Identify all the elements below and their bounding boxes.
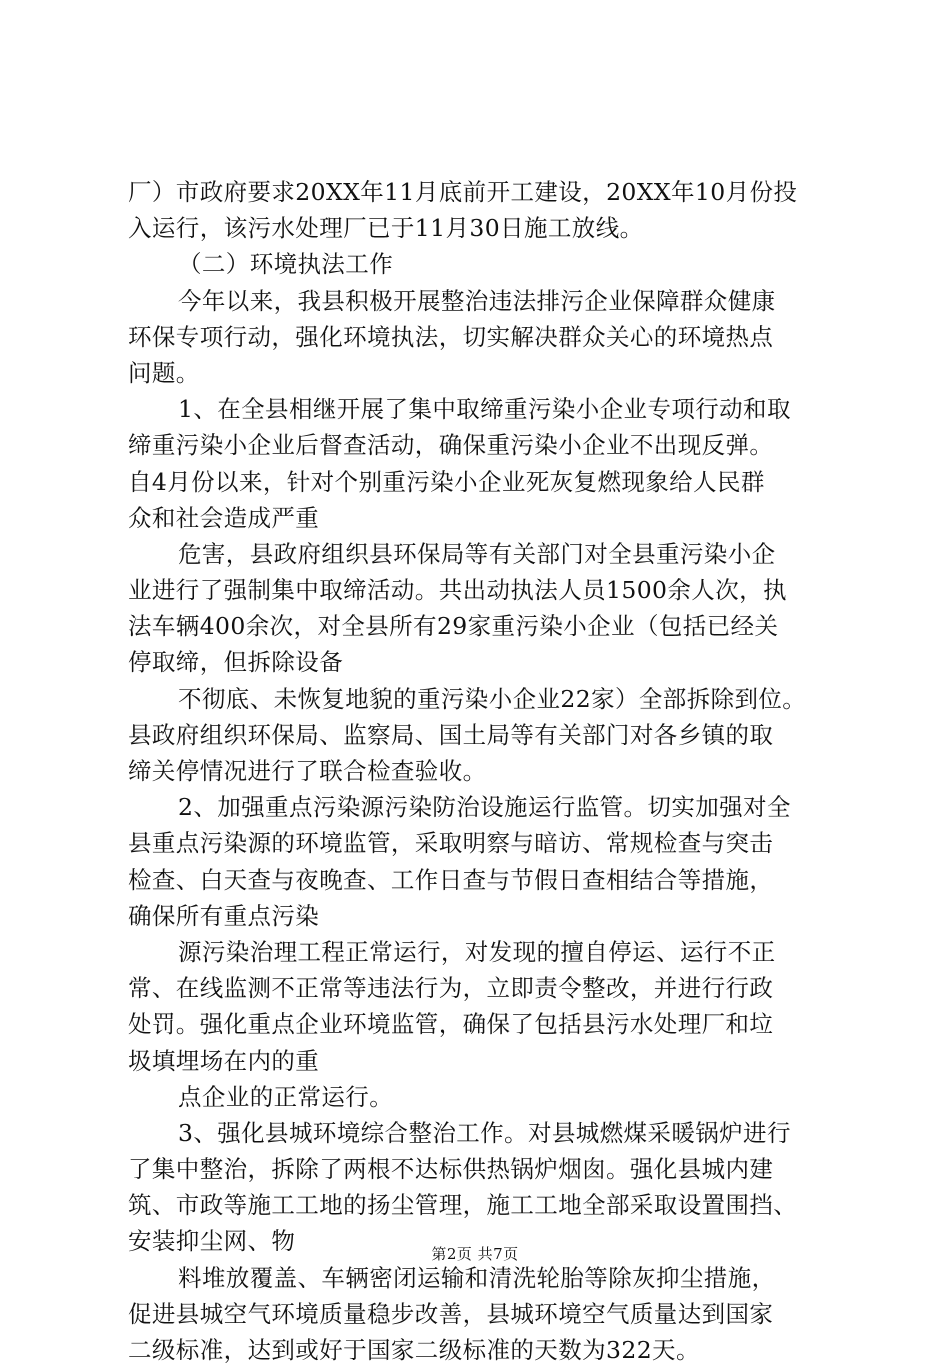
document-body [128, 174, 848, 1368]
text-line: 缔关停情况进行了联合检查验收。 [128, 757, 487, 785]
text-line: 2、加强重点污染源污染防治设施运行监管。切实加强对全 [178, 793, 791, 822]
text-line: 促进县城空气环境质量稳步改善，县城环境空气质量达到国家 [128, 1299, 774, 1328]
text-line: 环保专项行动，强化环境执法，切实解决群众关心的环境热点 [128, 322, 774, 351]
text-line: 不彻底、未恢复地貌的重污染小企业22家）全部拆除到位。 [178, 684, 807, 713]
text-line: 厂）市政府要求20XX年11月底前开工建设，20XX年10月份投 [128, 178, 798, 206]
text-line: 了集中整治，拆除了两根不达标供热锅炉烟囱。强化县城内建 [128, 1155, 774, 1184]
text-line: 县重点污染源的环境监管，采取明察与暗访、常规检查与突击 [128, 829, 774, 858]
text-line: 确保所有重点污染 [128, 901, 320, 930]
text-line: 检查、白天查与夜晚查、工作日查与节假日查相结合等措施， [128, 865, 774, 894]
text-line: 3、强化县城环境综合整治工作。对县城燃煤采暖锅炉进行 [178, 1118, 791, 1147]
text-line: 停取缔，但拆除设备 [128, 648, 344, 677]
text-line: 危害，县政府组织县环保局等有关部门对全县重污染小企 [178, 539, 776, 568]
text-line: 缔重污染小企业后督查活动，确保重污染小企业不出现反弹。 [128, 431, 774, 460]
text-line: 常、在线监测不正常等违法行为，立即责令整改，并进行行政 [128, 974, 774, 1003]
text-line: 自4月份以来，针对个别重污染小企业死灰复燃现象给人民群 [128, 467, 765, 496]
text-line: 料堆放覆盖、车辆密闭运输和清洗轮胎等除灰抑尘措施， [178, 1263, 776, 1292]
text-line: 二级标准，达到或好于国家二级标准的天数为322天。 [128, 1336, 700, 1364]
text-line: 县政府组织环保局、监察局、国土局等有关部门对各乡镇的取 [128, 720, 774, 749]
text-line: 业进行了强制集中取缔活动。共出动执法人员1500余人次，执 [128, 576, 787, 605]
text-line: 安装抑尘网、物 [128, 1227, 296, 1256]
text-line: 处罚。强化重点企业环境监管，确保了包括县污水处理厂和垃 [128, 1010, 774, 1039]
text-line: 问题。 [128, 358, 200, 387]
text-line: 源污染治理工程正常运行，对发现的擅自停运、运行不正 [178, 937, 776, 966]
text-line: 入运行，该污水处理厂已于11月30日施工放线。 [128, 214, 644, 243]
text-line: 筑、市政等施工工地的扬尘管理，施工工地全部采取设置围挡、 [128, 1191, 798, 1220]
text-line: 1、在全县相继开展了集中取缔重污染小企业专项行动和取 [178, 395, 791, 424]
text-line: 法车辆400余次，对全县所有29家重污染小企业（包括已经关 [128, 612, 779, 641]
text-line: 圾填埋场在内的重 [128, 1046, 320, 1075]
text-line: 今年以来，我县积极开展整治违法排污企业保障群众健康 [178, 286, 776, 315]
text-line: （二）环境执法工作 [178, 250, 394, 279]
page-footer: 第2页 共7页 [431, 1245, 519, 1263]
text-line: 点企业的正常运行。 [178, 1082, 394, 1111]
text-line: 众和社会造成严重 [128, 503, 320, 532]
